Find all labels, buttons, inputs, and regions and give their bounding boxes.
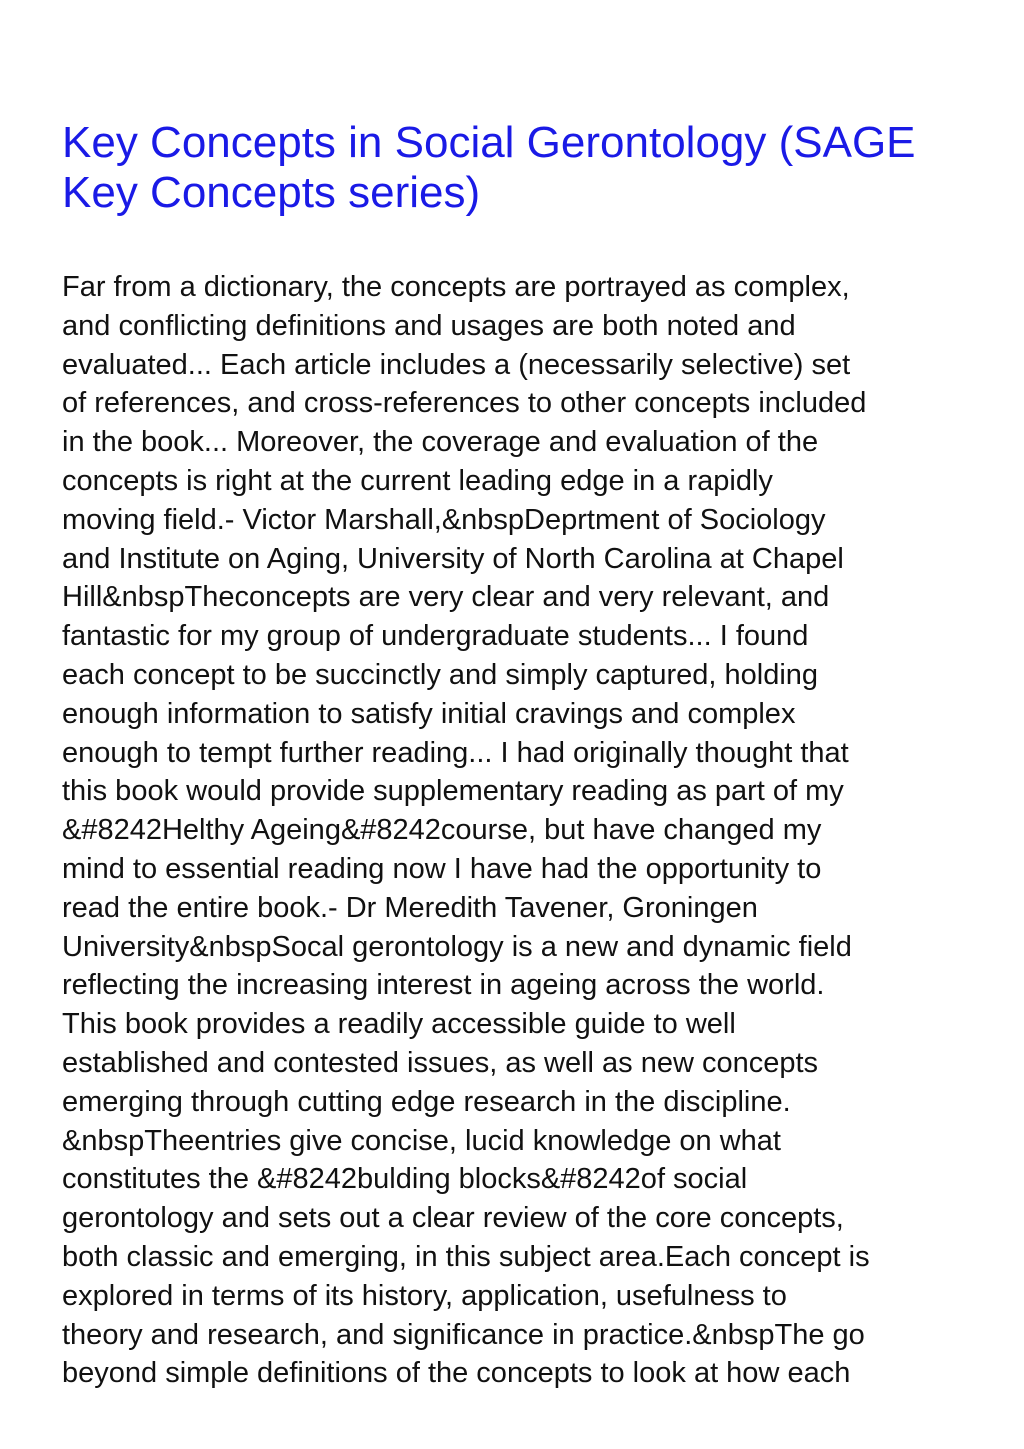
body-line: enough information to satisfy initial cravings and complex bbox=[62, 697, 796, 730]
body-line: in the book... Moreover, the coverage and evaluation of the bbox=[62, 426, 819, 459]
body-line: each concept to be succinctly and simply captured, holding bbox=[62, 658, 819, 691]
body-line: this book would provide supplementary reading as part of my bbox=[62, 775, 844, 808]
body-line: mind to essential reading now I have had the opportunity to bbox=[62, 852, 822, 885]
body-line: evaluated... Each article includes a (necessarily selective) set bbox=[62, 348, 851, 381]
body-line: of references, and cross-references to other concepts included bbox=[62, 387, 867, 420]
body-line: and Institute on Aging, University of North Carolina at Chapel bbox=[62, 542, 844, 575]
body-line: This book provides a readily accessible guide to well bbox=[62, 1008, 736, 1041]
body-line: gerontology and sets out a clear review of the core concepts, bbox=[62, 1202, 844, 1235]
body-line: enough to tempt further reading... I had originally thought that bbox=[62, 736, 849, 769]
body-line: moving field.- Victor Marshall,&nbspDeprtment of Sociology bbox=[62, 503, 826, 536]
body-line: established and contested issues, as well as new concepts bbox=[62, 1046, 819, 1079]
body-line: emerging through cutting edge research in the discipline. bbox=[62, 1085, 791, 1118]
body-line: reflecting the increasing interest in ageing across the world. bbox=[62, 969, 825, 1002]
body-line: beyond simple definitions of the concepts to look at how each bbox=[62, 1357, 851, 1390]
title-line-2: Key Concepts series) bbox=[62, 168, 481, 217]
body-line: read the entire book.- Dr Meredith Tavener, Groningen bbox=[62, 891, 758, 924]
body-line: fantastic for my group of undergraduate students... I found bbox=[62, 620, 809, 653]
body-line: concepts is right at the current leading edge in a rapidly bbox=[62, 464, 773, 497]
body-line: Hill&nbspTheconcepts are very clear and very relevant, and bbox=[62, 581, 830, 614]
document-title bbox=[62, 118, 962, 218]
body-line: University&nbspSocal gerontology is a new and dynamic field bbox=[62, 930, 852, 963]
body-line: &#8242Helthy Ageing&#8242course, but have changed my bbox=[62, 814, 822, 847]
body-line: constitutes the &#8242bulding blocks&#8242of social bbox=[62, 1163, 748, 1196]
document-body bbox=[62, 268, 1002, 1393]
body-line: theory and research, and significance in practice.&nbspThe go bbox=[62, 1318, 865, 1351]
body-line: both classic and emerging, in this subject area.Each concept is bbox=[62, 1240, 870, 1273]
body-line: &nbspTheentries give concise, lucid knowledge on what bbox=[62, 1124, 781, 1157]
body-line: explored in terms of its history, application, usefulness to bbox=[62, 1279, 787, 1312]
title-line-1: Key Concepts in Social Gerontology (SAGE bbox=[62, 118, 916, 167]
body-line: and conflicting definitions and usages are both noted and bbox=[62, 309, 796, 342]
body-line: Far from a dictionary, the concepts are portrayed as complex, bbox=[62, 271, 850, 303]
